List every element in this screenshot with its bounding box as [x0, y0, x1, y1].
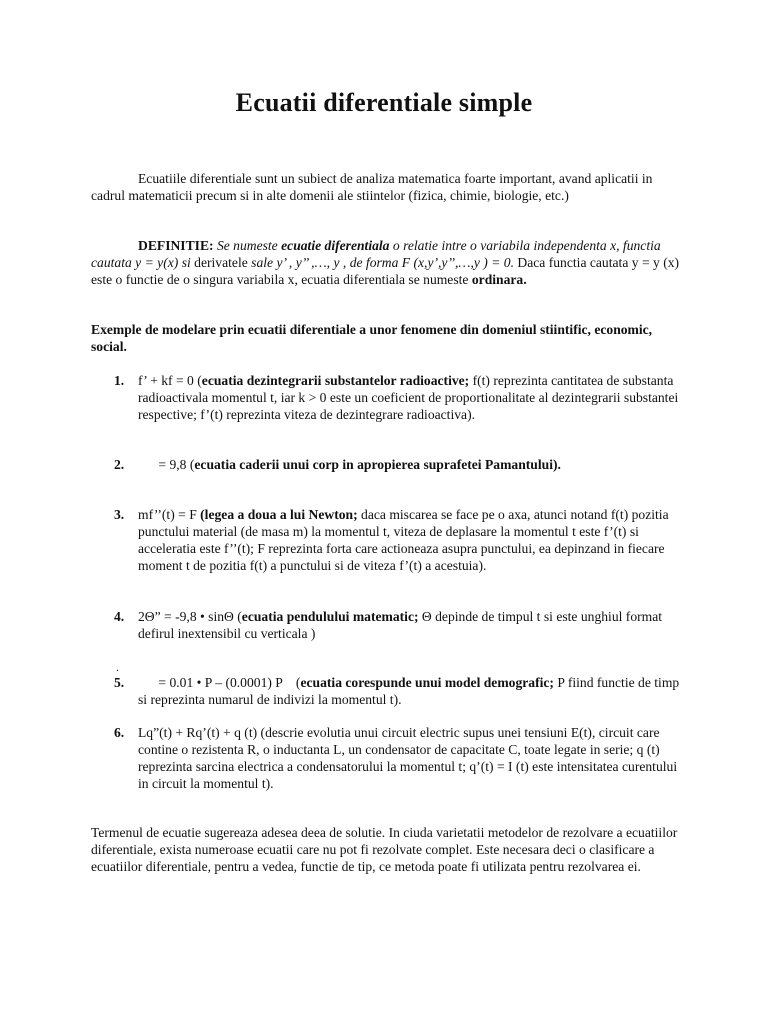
list-item	[91, 608, 691, 642]
closing-paragraph: Termenul de ecuatie sugereaza adesea deea de solutie. In ciuda varietatii metodelor de rezolvare a ecuatiilor diferentiale, exista numeroase ecuatii care nu pot fi rezolvate complet. Este necesara deci o clasificare a ecuatiilor diferentiale, pentru a vedea, functie de tip, ce metoda poate fi utilizata pentru rezolvarea ei.	[91, 825, 678, 874]
item-equation: mf’’(t) = F	[138, 507, 201, 522]
item-description: Θ depinde de timpul t si este unghiul format defirul inextensibil cu verticala )	[138, 609, 663, 641]
item-equation: f’ + kf = 0 (	[138, 373, 202, 388]
item-name: ecuatia dezintegrarii substantelor radioactive;	[201, 373, 470, 388]
definition-text-2: o relatie intre o variabila independenta x, functia cautata y = y(x) si	[91, 238, 661, 270]
list-item	[91, 724, 691, 792]
item-number: 2.	[114, 457, 125, 472]
item-equation: = 0.01 • P – (0.0001) P (	[138, 675, 301, 690]
item-name: (legea a doua a lui Newton;	[200, 507, 358, 522]
item-equation: Lq”(t) + Rq’(t) + q (t) (descrie evolutia unui circuit electric supus unei tensiuni E(t), circuit care contine o rezistenta R, o inductanta L, un condensator de capacitate C, toate legate in serie; q (t) reprezinta sarcina electrica a condensatorului la momentul t; q’(t) = I (t) este intensitatea curentului in circuit la momentul t).	[138, 725, 678, 791]
item-name: ecuatia caderii unui corp in apropierea suprafetei Pamantului).	[194, 457, 561, 472]
definition-ordinary: ordinara.	[471, 272, 527, 287]
item-number: 3.	[114, 507, 125, 522]
item-number: 1.	[114, 373, 125, 388]
item-equation: = 9,8 (	[138, 457, 195, 472]
intro-paragraph: Ecuatiile diferentiale sunt un subiect de analiza matematica foarte important, avand aplicatii in cadrul matematicii precum si in alte domenii ale stiintelor (fizica, chimie, biologie, etc.)	[91, 171, 653, 203]
definition-text-4: sale y’ , y’’ ,…, y , de forma F (x,y’,y’’,…,y ) = 0.	[247, 255, 515, 270]
list-item	[91, 372, 691, 423]
definition-paragraph	[91, 237, 681, 288]
stray-mark: .	[116, 660, 119, 674]
item-number: 4.	[114, 609, 125, 624]
item-number: 6.	[114, 725, 125, 740]
item-number: 5.	[114, 675, 125, 690]
item-description: daca miscarea se face pe o axa, atunci notand f(t) pozitia punctului material (de masa m) la momentul t, viteza de deplasare la momentul t este f’(t) si acceleratia este f’’(t); F reprezinta forta care actioneaza asupra punctului, ea depinzand in fiecare moment t de pozitia f(t) a punctului si de viteza f’(t) a acestuia).	[138, 507, 669, 573]
definition-text-1: Se numeste	[213, 238, 282, 253]
list-item	[91, 456, 691, 473]
definition-term: ecuatie diferentiala	[281, 238, 390, 253]
definition-text-3: derivatele	[194, 255, 248, 270]
definition-text-5: Daca functia cautata y = y (x) este o functie de o singura variabila x, ecuatia diferentiala se numeste	[91, 255, 680, 287]
page-title: Ecuatii diferentiale simple	[235, 88, 533, 117]
list-item	[91, 506, 691, 574]
item-name: ecuatia corespunde unui model demografic;	[300, 675, 554, 690]
examples-heading: Exemple de modelare prin ecuatii diferentiale a unor fenomene din domeniul stiintific, economic, social.	[91, 322, 653, 354]
item-description: P fiind functie de timp si reprezinta numarul de indivizi la momentul t).	[138, 675, 680, 707]
definition-label: DEFINITIE:	[138, 238, 214, 253]
item-name: ecuatia pendulului matematic;	[241, 609, 419, 624]
item-equation: 2Θ” = -9,8 • sinΘ (	[138, 609, 242, 624]
list-item	[91, 674, 691, 708]
item-description: f(t) reprezinta cantitatea de substanta radioactivala momentul t, iar k > 0 este un coeficient de proportionalitate al dezintegrarii substantei respective; f’(t) reprezinta viteza de dezintegrare radioactiva).	[138, 373, 679, 422]
